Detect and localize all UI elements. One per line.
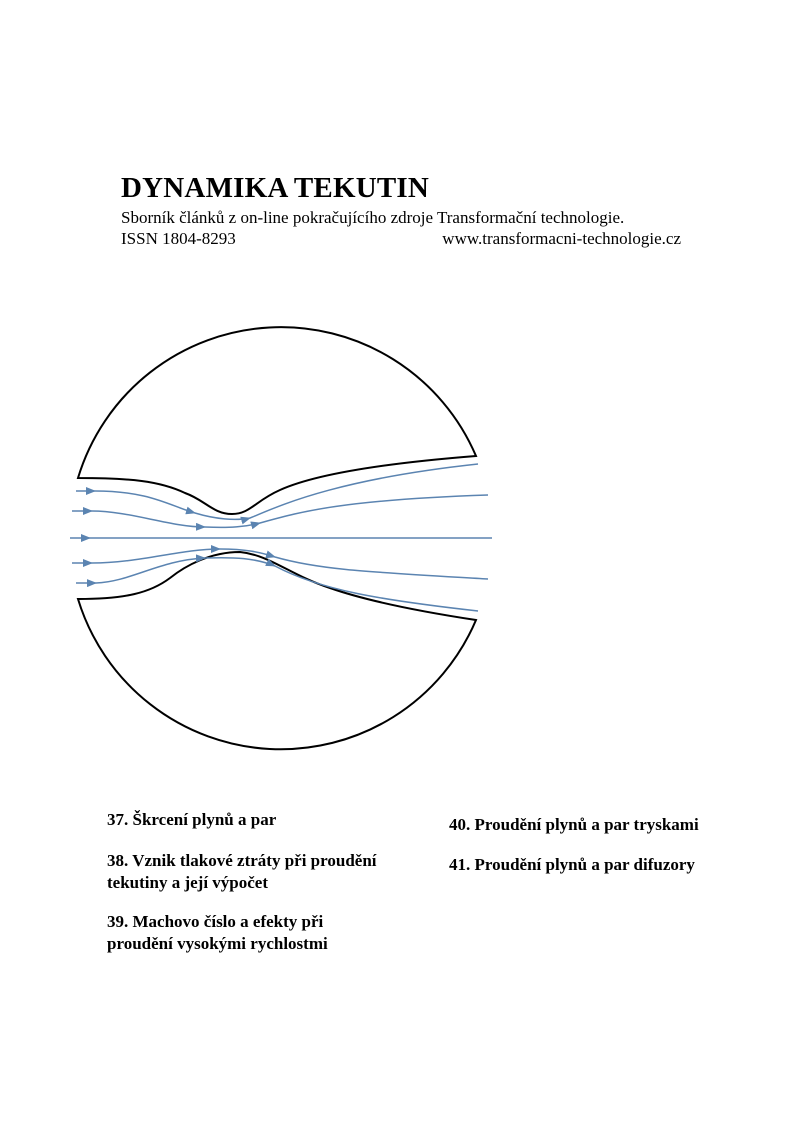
toc-item-39[interactable]	[107, 911, 328, 955]
streamline-top-inner	[72, 495, 488, 527]
toc-item-41[interactable]	[449, 854, 695, 876]
toc-item-39-line1: 39. Machovo číslo a efekty při	[107, 912, 324, 931]
toc-item-38-line1: 38. Vznik tlakové ztráty při proudění	[107, 851, 377, 870]
toc-item-38[interactable]	[107, 850, 377, 894]
toc-item-41-line1: 41. Proudění plynů a par difuzory	[449, 855, 695, 874]
streamline-bottom-outer	[76, 558, 478, 611]
upper-wall-outline	[78, 327, 476, 514]
document-title: DYNAMIKA TEKUTIN	[121, 172, 430, 204]
document-subtitle: Sborník článků z on-line pokračujícího zdroje Transformační technologie.	[121, 208, 625, 227]
toc-item-39-line2: proudění vysokými rychlostmi	[107, 934, 328, 953]
toc-item-37-line1: 37. Škrcení plynů a par	[107, 810, 277, 829]
toc-item-40[interactable]	[449, 814, 699, 836]
website-url: www.transformacni-technologie.cz	[442, 229, 681, 248]
throttling-flow-figure	[0, 300, 794, 780]
toc-item-40-line1: 40. Proudění plynů a par tryskami	[449, 815, 699, 834]
issn-row	[121, 228, 681, 249]
toc-item-38-line2: tekutiny a její výpočet	[107, 873, 269, 892]
streamlines	[70, 464, 492, 611]
lower-wall-outline	[78, 552, 476, 749]
document-header	[121, 172, 681, 249]
issn-number: ISSN 1804-8293	[121, 229, 236, 248]
toc-item-37[interactable]	[107, 809, 276, 831]
